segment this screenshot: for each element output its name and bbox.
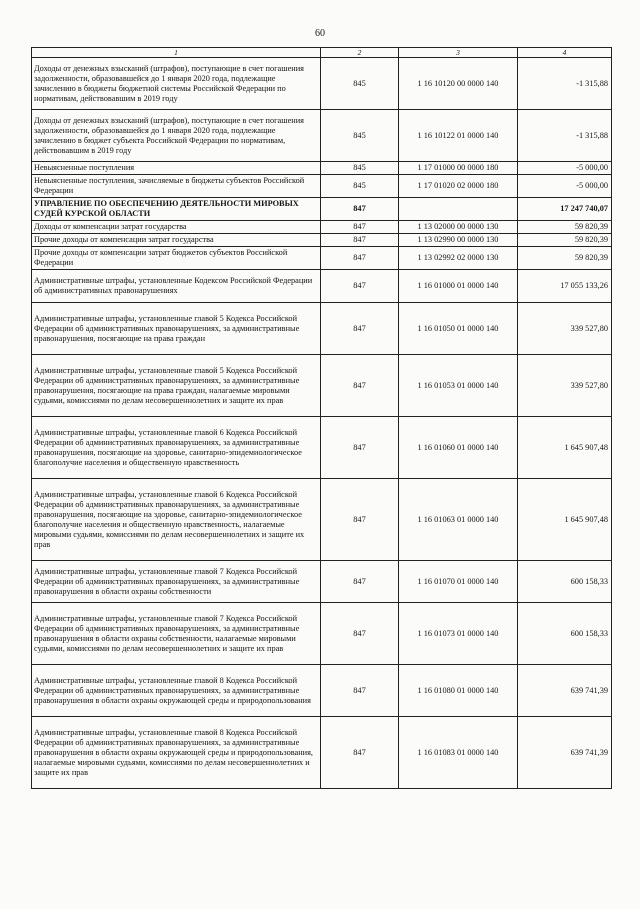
row-budget-code-cell: 1 13 02000 00 0000 130 bbox=[399, 221, 518, 234]
row-admin-code-cell: 847 bbox=[321, 355, 399, 417]
table-row bbox=[32, 603, 612, 665]
table-row bbox=[32, 234, 612, 247]
row-amount-cell: 639 741,39 bbox=[518, 717, 612, 789]
row-budget-code-cell: 1 16 10122 01 0000 140 bbox=[399, 110, 518, 162]
row-budget-code-cell: 1 16 01070 01 0000 140 bbox=[399, 561, 518, 603]
row-amount-cell: 1 645 907,48 bbox=[518, 417, 612, 479]
row-amount-cell: 59 820,39 bbox=[518, 234, 612, 247]
row-budget-code-cell: 1 17 01000 00 0000 180 bbox=[399, 162, 518, 175]
table-row bbox=[32, 303, 612, 355]
table-row bbox=[32, 561, 612, 603]
table-row bbox=[32, 58, 612, 110]
row-name-cell: Административные штрафы, установленные Кодексом Российской Федерации об административных правонарушениях bbox=[32, 270, 321, 303]
table-row bbox=[32, 247, 612, 270]
table-row bbox=[32, 198, 612, 221]
row-amount-cell: 600 158,33 bbox=[518, 561, 612, 603]
row-name-cell: Административные штрафы, установленные главой 7 Кодекса Российской Федерации об административных правонарушениях, за административные правонарушения в области охраны собственности bbox=[32, 561, 321, 603]
table-row bbox=[32, 479, 612, 561]
table-body bbox=[32, 58, 612, 789]
row-budget-code-cell: 1 17 01020 02 0000 180 bbox=[399, 175, 518, 198]
header-col-admin: 2 bbox=[321, 48, 399, 58]
row-name-cell: Административные штрафы, установленные главой 6 Кодекса Российской Федерации об административных правонарушениях, за административные правонарушения, посягающие на здоровье, санитарно-эпидемиологическое благополучие населения и общественную нравственность, налагаемые мировыми судьями, комиссиями по делам несовершеннолетних и защите их прав bbox=[32, 479, 321, 561]
row-admin-code-cell: 847 bbox=[321, 417, 399, 479]
row-amount-cell: 339 527,80 bbox=[518, 355, 612, 417]
row-amount-cell: -1 315,88 bbox=[518, 110, 612, 162]
row-name-cell: УПРАВЛЕНИЕ ПО ОБЕСПЕЧЕНИЮ ДЕЯТЕЛЬНОСТИ МИРОВЫХ СУДЕЙ КУРСКОЙ ОБЛАСТИ bbox=[32, 198, 321, 221]
row-budget-code-cell: 1 13 02990 00 0000 130 bbox=[399, 234, 518, 247]
row-budget-code-cell: 1 16 01050 01 0000 140 bbox=[399, 303, 518, 355]
table-row bbox=[32, 417, 612, 479]
row-admin-code-cell: 845 bbox=[321, 110, 399, 162]
row-name-cell: Прочие доходы от компенсации затрат государства bbox=[32, 234, 321, 247]
row-admin-code-cell: 847 bbox=[321, 665, 399, 717]
row-name-cell: Прочие доходы от компенсации затрат бюджетов субъектов Российской Федерации bbox=[32, 247, 321, 270]
row-name-cell: Административные штрафы, установленные главой 7 Кодекса Российской Федерации об административных правонарушениях, за административные правонарушения в области охраны собственности, налагаемые мировыми судьями, комиссиями по делам несовершеннолетних и защите их прав bbox=[32, 603, 321, 665]
header-col-name: 1 bbox=[32, 48, 321, 58]
table-row bbox=[32, 270, 612, 303]
row-amount-cell: -5 000,00 bbox=[518, 175, 612, 198]
row-amount-cell: 639 741,39 bbox=[518, 665, 612, 717]
row-admin-code-cell: 847 bbox=[321, 270, 399, 303]
row-name-cell: Административные штрафы, установленные главой 5 Кодекса Российской Федерации об административных правонарушениях, за административные правонарушения, посягающие на права граждан bbox=[32, 303, 321, 355]
row-amount-cell: -5 000,00 bbox=[518, 162, 612, 175]
row-budget-code-cell: 1 16 01080 01 0000 140 bbox=[399, 665, 518, 717]
row-amount-cell: 59 820,39 bbox=[518, 221, 612, 234]
row-budget-code-cell: 1 16 01063 01 0000 140 bbox=[399, 479, 518, 561]
row-admin-code-cell: 847 bbox=[321, 221, 399, 234]
page-number: 60 bbox=[315, 28, 325, 39]
row-admin-code-cell: 847 bbox=[321, 198, 399, 221]
row-name-cell: Доходы от денежных взысканий (штрафов), поступающие в счет погашения задолженности, образовавшейся до 1 января 2020 года, подлежащие зачислению в бюджеты бюджетной системы Российской Федерации по нормативам, действовавшим в 2019 году bbox=[32, 58, 321, 110]
table-row bbox=[32, 162, 612, 175]
table-row bbox=[32, 221, 612, 234]
row-admin-code-cell: 847 bbox=[321, 247, 399, 270]
header-col-code: 3 bbox=[399, 48, 518, 58]
row-name-cell: Административные штрафы, установленные главой 8 Кодекса Российской Федерации об административных правонарушениях, за административные правонарушения в области охраны окружающей среды и природопользования bbox=[32, 665, 321, 717]
row-admin-code-cell: 847 bbox=[321, 717, 399, 789]
table-row bbox=[32, 175, 612, 198]
table-row bbox=[32, 665, 612, 717]
row-amount-cell: 17 055 133,26 bbox=[518, 270, 612, 303]
row-name-cell: Административные штрафы, установленные главой 5 Кодекса Российской Федерации об административных правонарушениях, за административные правонарушения, посягающие на права граждан, налагаемые мировыми судьями, комиссиями по делам несовершеннолетних и защите их прав bbox=[32, 355, 321, 417]
header-col-amount: 4 bbox=[518, 48, 612, 58]
row-name-cell: Административные штрафы, установленные главой 8 Кодекса Российской Федерации об административных правонарушениях, за административные правонарушения в области охраны окружающей среды и природопользования, налагаемые мировыми судьями, комиссиями по делам несовершеннолетних и защите их прав bbox=[32, 717, 321, 789]
row-admin-code-cell: 845 bbox=[321, 162, 399, 175]
row-amount-cell: 1 645 907,48 bbox=[518, 479, 612, 561]
row-admin-code-cell: 847 bbox=[321, 479, 399, 561]
row-name-cell: Административные штрафы, установленные главой 6 Кодекса Российской Федерации об административных правонарушениях, за административные правонарушения, посягающие на здоровье, санитарно-эпидемиологическое благополучие населения и общественную нравственность bbox=[32, 417, 321, 479]
table-row bbox=[32, 355, 612, 417]
revenue-table bbox=[31, 47, 612, 789]
row-admin-code-cell: 845 bbox=[321, 58, 399, 110]
row-name-cell: Невыясненные поступления bbox=[32, 162, 321, 175]
row-budget-code-cell: 1 16 01000 01 0000 140 bbox=[399, 270, 518, 303]
row-budget-code-cell: 1 16 01053 01 0000 140 bbox=[399, 355, 518, 417]
row-admin-code-cell: 845 bbox=[321, 175, 399, 198]
row-admin-code-cell: 847 bbox=[321, 303, 399, 355]
row-name-cell: Доходы от денежных взысканий (штрафов), поступающие в счет погашения задолженности, образовавшейся до 1 января 2020 года, подлежащие зачислению в бюджет субъекта Российской Федерации по нормативам, действовавшим в 2019 году bbox=[32, 110, 321, 162]
table-header-row bbox=[32, 48, 612, 58]
row-amount-cell: 339 527,80 bbox=[518, 303, 612, 355]
row-amount-cell: 59 820,39 bbox=[518, 247, 612, 270]
row-admin-code-cell: 847 bbox=[321, 234, 399, 247]
table-row bbox=[32, 110, 612, 162]
row-amount-cell: 17 247 740,07 bbox=[518, 198, 612, 221]
revenue-table-container bbox=[31, 47, 611, 789]
row-name-cell: Доходы от компенсации затрат государства bbox=[32, 221, 321, 234]
row-budget-code-cell: 1 16 01060 01 0000 140 bbox=[399, 417, 518, 479]
row-budget-code-cell: 1 13 02992 02 0000 130 bbox=[399, 247, 518, 270]
row-budget-code-cell: 1 16 10120 00 0000 140 bbox=[399, 58, 518, 110]
row-admin-code-cell: 847 bbox=[321, 603, 399, 665]
row-budget-code-cell bbox=[399, 198, 518, 221]
row-amount-cell: 600 158,33 bbox=[518, 603, 612, 665]
table-row bbox=[32, 717, 612, 789]
row-admin-code-cell: 847 bbox=[321, 561, 399, 603]
row-budget-code-cell: 1 16 01073 01 0000 140 bbox=[399, 603, 518, 665]
row-name-cell: Невыясненные поступления, зачисляемые в бюджеты субъектов Российской Федерации bbox=[32, 175, 321, 198]
row-amount-cell: -1 315,88 bbox=[518, 58, 612, 110]
row-budget-code-cell: 1 16 01083 01 0000 140 bbox=[399, 717, 518, 789]
